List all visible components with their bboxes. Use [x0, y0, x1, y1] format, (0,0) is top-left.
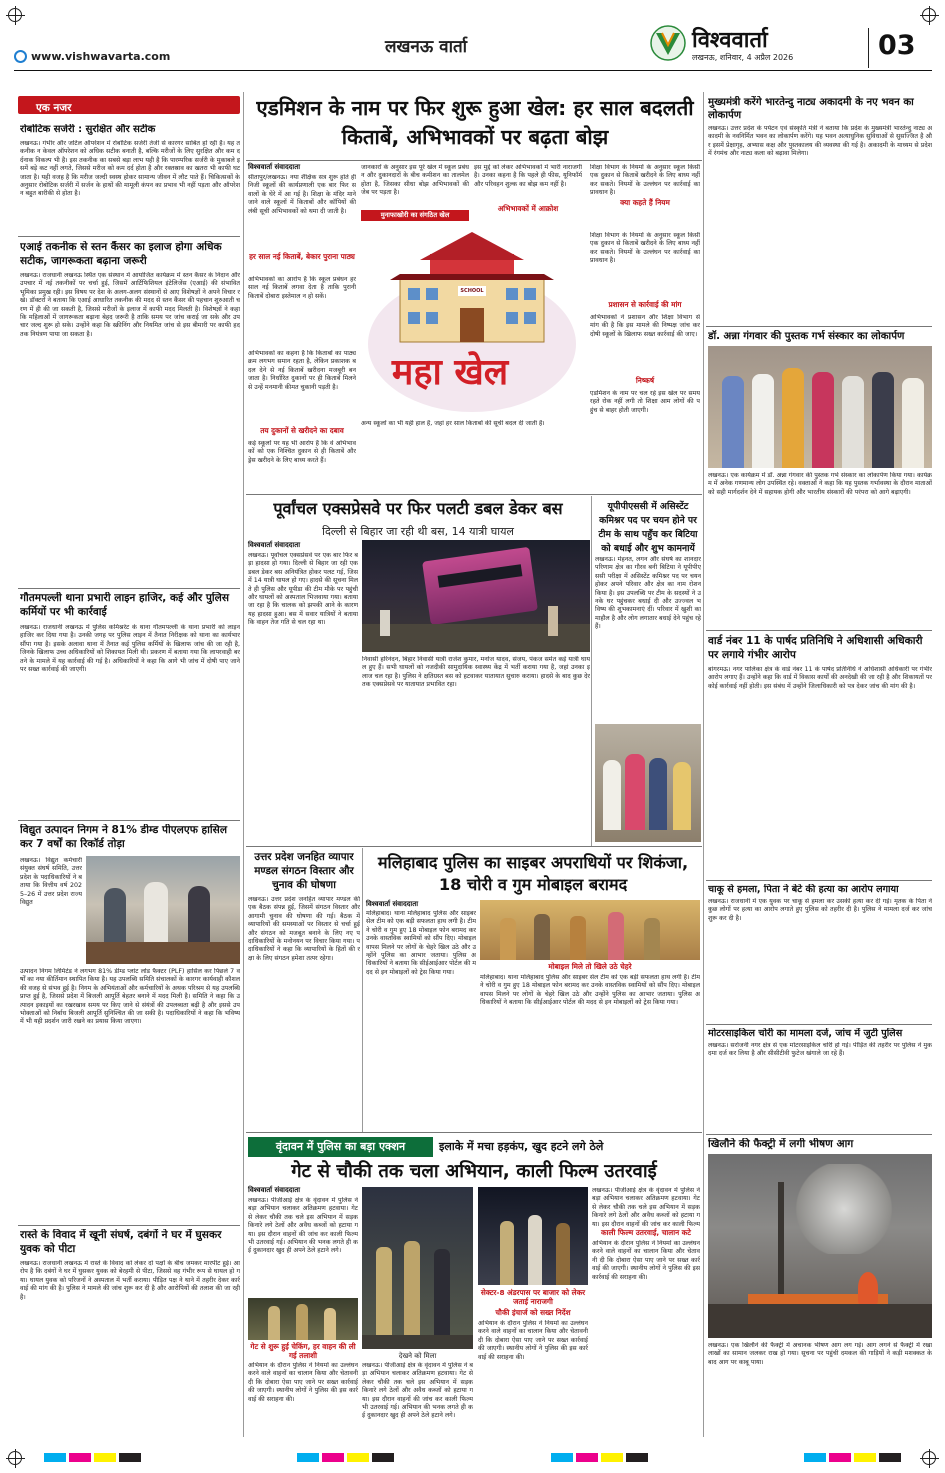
lead-text-f: इस मुद्दे को लेकर अभिभावकों में भारी नाराजगी है। उनका कहना है कि पहले ही फीस, यूनिफॉर्म और परिवहन शुल्क का बोझ कम नहीं है।	[474, 164, 582, 188]
police-line-headline: गौतमपल्ली थाना प्रभारी लाइन हाजिर, कई और पुलिस कर्मियों पर भी कार्रवाई	[20, 592, 230, 618]
bus-body: लखनऊ। पूर्वांचल एक्सप्रेसवे पर एक बार फिर बड़ा हादसा हो गया। दिल्ली से बिहार जा रही एक डबल डेकर बस अनियंत्रित होकर पलट गई, जिसमें 14 यात्री घायल हो गए। हादसे की सूचना मिलते ही पुलिस और यूपीडा की टीम मौके पर पहुंची और घायलों को अस्पताल भिजवाया गया। बताया जा रहा है कि चालक को झपकी आने के कारण यह हादसा हुआ। बस में सवार यात्रियों ने बताया कि वाहन तेज गति से चल रहा था।	[248, 552, 358, 627]
ward-headline: वार्ड नंबर 11 के पार्षद प्रतिनिधि ने अधिशासी अधिकारी पर लगाये गंभीर आरोप	[708, 635, 923, 661]
factory-fire-body: लखनऊ। एक खिलौने की फैक्ट्री में अचानक भीषण आग लग गई। आग लगने से फैक्ट्री में रखा लाखों का सामान जलकर राख हो गया। सूचना पर पहुंची दमकल की गाड़ियों ने कड़ी मशक्कत के बाद आग पर काबू पाया।	[708, 1342, 932, 1366]
lead-byline: विश्ववार्ता संवाददाता	[248, 163, 301, 171]
cyber-byline: विश्ववार्ता संवाददाता	[366, 900, 419, 908]
vrindavan-sub-film: काली फिल्म उतरवाई, चालान कटे	[601, 1228, 691, 1237]
lead-text-j: अन्य स्कूलों का भी यही हाल है, जहां हर साल किताबों की सूची बदल दी जाती है।	[361, 420, 545, 427]
cyber-body: मलिहाबाद। थाना मलिहाबाद पुलिस और साइबर सेल टीम को एक बड़ी सफलता हाथ लगी है। टीम ने चोरी व गुम हुए 18 मोबाइल फोन बरामद कर उनके वास्तविक स्वामियों को सौंप दिए। मोबाइल वापस मिलने पर लोगों के चेहरे खिल उठे और उन्होंने पुलिस का आभार जताया। पुलिस अधिकारियों ने बताया कि सीईआईआर पोर्टल की मदद से इन मोबाइलों को ट्रेस किया गया।	[366, 910, 476, 976]
knife-body: लखनऊ। राजधानी में एक युवक पर चाकू से हमला कर उसकी हत्या कर दी गई। मृतक के पिता ने कुछ लोगों पर हत्या का आरोप लगाते हुए पुलिस को तहरीर दी है। पुलिस ने मामला दर्ज कर जांच शुरू कर दी है।	[708, 898, 932, 922]
road-fight-headline: रास्ते के विवाद में खूनी संघर्ष, दबंगों ने घर में घुसकर युवक को पीटा	[20, 1229, 222, 1255]
upsc-body: लखनऊ। मेहनत, लगन और संघर्ष का शानदार परिणाम क्षेत्र का गौरव बनी बिटिया ने यूपीपीएससी परीक्षा में असिस्टेंट कमिश्नर पद पर चयन होकर अपने परिवार और क्षेत्र का नाम रोशन किया है। इस उपलब्धि पर टीम के सदस्यों ने उनके घर पहुंचकर बधाई दी और उज्ज्वल भविष्य की शुभकामनाएं दीं। परिवार में खुशी का माहौल है और लोग लगातार बधाई देने पहुंच रहे हैं।	[595, 556, 701, 631]
natya-headline: मुख्यमंत्री करेंगे भारतेन्दु नाट्य अकादमी के नए भवन का लोकार्पण	[708, 97, 914, 121]
factory-fire-headline: खिलौने की फैक्ट्री में लगी भीषण आग	[708, 1138, 854, 1150]
lead-text-g: शिक्षा विभाग के नियमों के अनुसार स्कूल किसी एक दुकान से किताबें खरीदने के लिए बाध्य नहीं कर सकते। नियमों के उल्लंघन पर कार्रवाई का प्रावधान है।	[590, 164, 700, 196]
ai-cancer-body: लखनऊ। राजधानी लखनऊ स्थित एक संस्थान में आयोजित कार्यक्रम में स्तन कैंसर के निदान और उपचार में नई तकनीकों पर चर्चा हुई, जिसमें आर्टिफिशियल इंटेलिजेंस (एआई) की संभावित भूमिका प्रमुख रही। इस विषय पर देश के अलग-अलग संस्थानों से आए विशेषज्ञों ने अपने विचार रखे। डॉक्टरों ने बताया कि एआई आधारित तकनीक की मदद से स्तन कैंसर की पहचान शुरुआती चरण में ही की जा सकती है, जिससे मरीजों के इलाज में काफी मदद मिलती है। विशेषज्ञों ने कहा कि महिलाओं में जागरूकता बढ़ाना बेहद जरूरी है ताकि समय पर जांच कराई जा सके और उपचार जल्द शुरू हो सके। उन्होंने कहा कि स्क्रीनिंग और नियमित जांच से इस बीमारी पर काफी हद तक नियंत्रण पाया जा सकता है।	[20, 272, 240, 338]
bike-theft-body: लखनऊ। सरोजनी नगर क्षेत्र से एक मोटरसाइकिल चोरी हो गई। पीड़ित की तहरीर पर पुलिस ने मुकदमा दर्ज कर लिया है और सीसीटीवी फुटेज खंगाले जा रहे हैं।	[708, 1042, 932, 1058]
book-launch-body: लखनऊ। एक कार्यक्रम में डॉ. अन्ना गंगवार की पुस्तक गर्भ संस्कार का लोकार्पण किया गया। कार्यक्रम में अनेक गणमान्य लोग उपस्थित रहे। वक्ताओं ने कहा कि यह पुस्तक गर्भावस्था के दौरान माताओं को सही मार्गदर्शन देने में सहायक होगी और भारतीय संस्कारों की परंपरा को आगे बढ़ाएगी।	[708, 472, 932, 496]
bus-body-2: निवासी हरिनंदन, बिहार निवासी यात्री राजेश कुमार, मनोज यादव, संजय, पंकज समेत कई यात्री घायल हुए हैं। सभी घायलों को नजदीकी सामुदायिक स्वास्थ्य केंद्र में भर्ती कराया गया है, जहां उनका इलाज चल रहा है। पुलिस ने क्षतिग्रस्त बस को हटवाकर यातायात सुचारु कराया। हादसे के बाद कुछ देर तक एक्सप्रेसवे पर यातायात प्रभावित रहा।	[362, 656, 590, 689]
lead-sub-nai-kitabein: हर साल नई किताबें, बेकार पुराना पाठ्य	[249, 252, 355, 261]
maha-khel-title: महा खेल	[391, 352, 509, 393]
vrindavan-photo-3	[478, 1187, 588, 1285]
lead-text-a: सीतापुर/लखनऊ। नया शैक्षिक सत्र शुरू होते ही निजी स्कूलों की कार्यप्रणाली एक बार फिर सवालों के घेरे में आ गई है। शिक्षा के मंदिर माने जाने वाले स्कूलों में किताबों और कॉपियों की लंबी सूची अभिभावकों को थमा दी जाती है।	[248, 174, 356, 215]
ek-nazar-tag: एक नजर	[18, 96, 240, 114]
lead-text-g2: शिक्षा विभाग के नियमों के अनुसार स्कूल किसी एक दुकान से किताबें खरीदने के लिए बाध्य नहीं कर सकते। नियमों के उल्लंघन पर कार्रवाई का प्रावधान है।	[590, 232, 700, 265]
vrindavan-body-2: अभियान के दौरान पुलिस ने नियमों का उल्लंघन करने वाले वाहनों का चालान किया और चेतावनी दी कि दोबारा ऐसा पाए जाने पर सख्त कार्रवाई की जाएगी। स्थानीय लोगों ने पुलिस की इस कार्रवाई की सराहना की।	[248, 1362, 358, 1403]
cyber-caption: मोबाइल मिले तो खिले उठे चेहरे	[548, 962, 632, 971]
brand-logo	[648, 24, 688, 62]
vrindavan-sub-chowki: चौकी इंचार्ज को सख्त निर्देश	[495, 1308, 571, 1317]
lead-text-i: एडमिशन के नाम पर चल रहे इस खेल पर समय रहते रोक नहीं लगी तो शिक्षा आम लोगों की पहुंच से बाहर होती जाएगी।	[590, 390, 700, 414]
bus-photo	[362, 540, 590, 652]
bus-deck: दिल्ली से बिहार जा रही थी बस, 14 यात्री घायल	[322, 525, 514, 538]
upsc-photo	[595, 724, 701, 842]
lead-text-b: अभिभावकों का आरोप है कि स्कूल प्रबंधन हर साल नई किताबें लगवा देता है ताकि पुरानी किताबें दोबारा इस्तेमाल न हो सकें।	[248, 276, 356, 300]
vyapar-headline: उत्तर प्रदेश जनहित व्यापार मण्डल संगठन विस्तार और चुनाव की घोषणा	[254, 851, 354, 891]
vrindavan-headline: गेट से चौकी तक चला अभियान, काली फिल्म उतरवाई	[291, 1161, 657, 1182]
natya-body: लखनऊ। उत्तर प्रदेश के पर्यटन एवं संस्कृति मंत्री ने बताया कि प्रदेश के मुख्यमंत्री भारतेन्दु नाट्य अकादमी के नवनिर्मित भवन का लोकार्पण करेंगे। यह भवन अत्याधुनिक सुविधाओं से सुसज्जित है और इसमें प्रेक्षागृह, अभ्यास कक्ष और पुस्तकालय की व्यवस्था की गई है। अकादमी के माध्यम से प्रदेश में रंगमंच और नाट्य कला को बढ़ावा मिलेगा।	[708, 125, 932, 158]
vrindavan-banner	[248, 1137, 700, 1157]
dateline: लखनऊ, शनिवार, 4 अप्रैल 2026	[692, 53, 794, 62]
lead-sub-aakrosh: अभिभावकों में आक्रोश	[497, 204, 559, 213]
brand-name: विश्ववार्ता	[692, 28, 768, 53]
registration-mark	[8, 1451, 22, 1465]
vrindavan-banner-right: इलाके में मचा हड़कंप, खुद हटने लगे ठेले	[433, 1137, 700, 1157]
vrindavan-body-4: अभियान के दौरान पुलिस ने नियमों का उल्लंघन करने वाले वाहनों का चालान किया और चेतावनी दी कि दोबारा ऐसा पाए जाने पर सख्त कार्रवाई की जाएगी। स्थानीय लोगों ने पुलिस की इस कार्रवाई की सराहना की।	[478, 1320, 588, 1361]
robotic-headline: रोबोटिक सर्जरी : सुरक्षित और सटीक	[20, 124, 156, 135]
vrindavan-body-6: अभियान के दौरान पुलिस ने नियमों का उल्लंघन करने वाले वाहनों का चालान किया और चेतावनी दी कि दोबारा ऐसा पाए जाने पर सख्त कार्रवाई की जाएगी। स्थानीय लोगों ने पुलिस की इस कार्रवाई की सराहना की।	[592, 1240, 700, 1281]
lead-sub-munafa: मुनाफाखोरी का संगठित खेल	[361, 210, 469, 221]
lead-sub-niyam: क्या कहते हैं नियम	[620, 198, 670, 207]
vrindavan-body-5: लखनऊ। पीजीआई क्षेत्र के वृंदावन में पुलिस ने बड़ा अभियान चलाकर अतिक्रमण हटवाया। गेट से लेकर चौकी तक चले इस अभियान में सड़क किनारे लगे ठेलों और अवैध कब्जों को हटाया गया। इस दौरान वाहनों की जांच कर काली फिल्म	[592, 1187, 700, 1227]
vrindavan-banner-left: वृंदावन में पुलिस का बड़ा एक्शन	[248, 1137, 433, 1157]
cyber-headline: मलिहाबाद पुलिस का साइबर अपराधियों पर शिकंजा, 18 चोरी व गुम मोबाइल बरामद	[377, 853, 689, 894]
vrindavan-photo-2	[362, 1187, 473, 1349]
road-fight-body: लखनऊ। राजधानी लखनऊ में रास्ते के विवाद को लेकर दो पक्षों के बीच जमकर मारपीट हुई। आरोप है कि दबंगों ने घर में घुसकर युवक को बेरहमी से पीटा, जिससे वह गंभीर रूप से घायल हो गया। घायल युवक को परिजनों ने अस्पताल में भर्ती कराया। पीड़ित पक्ष ने थाने में तहरीर देकर कार्रवाई की मांग की है। पुलिस ने मामले की जांच शुरू कर दी है और आरोपियों की तलाश की जा रही है।	[20, 1260, 240, 1301]
lead-text-c: अभिभावकों का कहना है कि किताबों का पाठ्यक्रम लगभग समान रहता है, लेकिन प्रकाशक बदल देने से नई किताबें खरीदना मजबूरी बन जाता है। निर्धारित दुकानों पर ही किताबें मिलने से उन्हें मनमानी कीमत चुकानी पड़ती है।	[248, 350, 356, 391]
maha-khel-graphic: SCHOOL महा खेल	[360, 226, 585, 416]
robotic-body: लखनऊ। गंभीर और जटिल ऑपरेशन में रोबोटिक सर्जरी तेजी से कारगर साबित हो रही है। यह तकनीक न केवल ऑपरेशन को अधिक सटीक बनाती है, बल्कि मरीजों के लिए सुरक्षित और कम दर्दनाक विकल्प भी है। इस तकनीक का सबसे बड़ा लाभ यही है कि पारम्परिक सर्जरी के मुकाबले इसमें बड़े कट नहीं लगते, जिससे मरीज को कम दर्द होता है और रक्तस्राव का खतरा भी काफी घट जाता है। यही वजह है कि मरीज जल्दी स्वस्थ होकर सामान्य जीवन में लौट पाते हैं। चिकित्सकों के अनुसार रोबोटिक सर्जरी में सर्जन के हाथों की मामूली कंपन का प्रभाव भी नहीं पड़ता और ऑपरेशन बहुत बारीकी से होता है।	[20, 140, 240, 198]
lead-text-d: कई स्कूलों पर यह भी आरोप है कि वे अभिभावकों को एक निश्चित दुकान से ही किताबें और ड्रेस खरीदने के लिए बाध्य करते हैं।	[248, 440, 356, 464]
vrindavan-caption-1: गेट से शुरू हुई चेकिंग, हर वाहन की ली गई तलाशी	[250, 1342, 356, 1360]
power-plf-intro: लखनऊ। विद्युत कर्मचारी संयुक्त संघर्ष समिति, उत्तर प्रदेश के पदाधिकारियों ने बताया कि वित्तीय वर्ष 2025–26 में उत्तर प्रदेश राज्य विद्युत	[20, 857, 82, 907]
registration-mark	[922, 1451, 936, 1465]
vrindavan-caption-3: देखने को मिला	[398, 1352, 437, 1360]
lead-sub-nishkarsh: निष्कर्ष	[635, 376, 655, 385]
bus-headline: पूर्वांचल एक्सप्रेसवे पर फिर पलटी डबल डेकर बस	[273, 499, 563, 518]
registration-mark	[922, 8, 936, 22]
vrindavan-body-3: लखनऊ। पीजीआई क्षेत्र के वृंदावन में पुलिस ने बड़ा अभियान चलाकर अतिक्रमण हटवाया। गेट से लेकर चौकी तक चले इस अभियान में सड़क किनारे लगे ठेलों और अवैध कब्जों को हटाया गया। इस दौरान वाहनों की जांच कर काली फिल्म भी उतरवाई गई। अभियान की भनक लगते ही कई दुकानदार खुद ही अपने ठेले हटाने लगे।	[362, 1362, 473, 1420]
bike-theft-headline: मोटरसाइकिल चोरी का मामला दर्ज, जांच में जुटी पुलिस	[708, 1028, 903, 1039]
lead-text-h: अभिभावकों ने प्रशासन और शिक्षा विभाग से मांग की है कि इस मामले की निष्पक्ष जांच कर दोषी स्कूलों के खिलाफ सख्त कार्रवाई की जाए।	[590, 314, 700, 338]
vrindavan-byline: विश्ववार्ता संवाददाता	[248, 1186, 301, 1194]
vrindavan-body: लखनऊ। पीजीआई क्षेत्र के वृंदावन में पुलिस ने बड़ा अभियान चलाकर अतिक्रमण हटवाया। गेट से लेकर चौकी तक चले इस अभियान में सड़क किनारे लगे ठेलों और अवैध कब्जों को हटाया गया। इस दौरान वाहनों की जांच कर काली फिल्म भी उतरवाई गई। अभियान की भनक लगते ही कई दुकानदार खुद ही अपने ठेले हटाने लगे।	[248, 1197, 358, 1255]
book-launch-photo	[708, 346, 932, 468]
vyapar-body: लखनऊ। उत्तर प्रदेश जनहित व्यापार मण्डल की एक बैठक संपन्न हुई, जिसमें संगठन विस्तार और आगामी चुनाव की घोषणा की गई। बैठक में व्यापारियों की समस्याओं पर विस्तार से चर्चा हुई और संगठन को मजबूत बनाने के लिए नए पदाधिकारियों के मनोनयन पर विचार किया गया। पदाधिकारियों ने कहा कि व्यापारियों के हितों की रक्षा के लिए संगठन हमेशा तत्पर रहेगा।	[248, 896, 360, 962]
ward-body: बांगरमऊ। नगर पालिका क्षेत्र के वार्ड नंबर 11 के पार्षद प्रतिनिधि ने अधिशासी अधिकारी पर गंभीर आरोप लगाए हैं। उन्होंने कहा कि वार्ड में विकास कार्यों की अनदेखी की जा रही है और शिकायतों पर कोई कार्रवाई नहीं होती। इस संबंध में उन्होंने जिलाधिकारी को पत्र देकर जांच की मांग की है।	[708, 666, 932, 690]
meeting-photo	[86, 856, 240, 964]
vrindavan-photo-1	[248, 1298, 358, 1340]
ai-cancer-headline: एआई तकनीक से स्तन कैंसर का इलाज होगा अधिक सटीक, जागरूकता बढ़ाना जरूरी	[20, 241, 222, 267]
lead-sub-prashasan: प्रशासन से कार्रवाई की मांग	[608, 300, 682, 309]
colour-control-strip	[44, 1447, 904, 1457]
police-line-body: लखनऊ। राजधानी लखनऊ में पुलिस कमिश्नरेट के थाना गौतमपल्ली के थाना प्रभारी को लाइन हाजिर कर दिया गया है। उनकी जगह पर पुलिस लाइन में तैनात निरीक्षक को थाना का कार्यभार सौंपा गया है। इसके अलावा थाना में तैनात कई पुलिस कर्मियों के खिलाफ जांच की जा रही है, जिनके खिलाफ उच्च अधिकारियों को शिकायत मिली थी। प्रकरण में बताया गया कि लापरवाही बरतने के मामले में यह कार्रवाई की गई है। अधिकारियों ने कहा कि आगे भी जांच में दोषी पाए जाने पर सख्त कार्रवाई की जाएगी।	[20, 624, 240, 674]
section-title: लखनऊ वार्ता	[385, 37, 468, 57]
cyber-photo	[480, 900, 700, 960]
lead-text-e: जानकारों के अनुसार इस पूरे खेल में स्कूल प्रबंधन और दुकानदारों के बीच कमीशन का तालमेल होता है, जिसका सीधा बोझ अभिभावकों की जेब पर पड़ता है।	[361, 164, 469, 197]
bus-byline: विश्ववार्ता संवाददाता	[248, 541, 301, 549]
power-plf-headline: विद्युत उत्पादन निगम ने 81% डीम्ड पीएलएफ हासिल कर 7 वर्षों का रिकॉर्ड तोड़ा	[20, 824, 228, 850]
website-url[interactable]: www.vishwavarta.com	[14, 50, 170, 63]
cyber-body-2: मलिहाबाद। थाना मलिहाबाद पुलिस और साइबर सेल टीम को एक बड़ी सफलता हाथ लगी है। टीम ने चोरी व गुम हुए 18 मोबाइल फोन बरामद कर उनके वास्तविक स्वामियों को सौंप दिए। मोबाइल वापस मिलने पर लोगों के चेहरे खिल उठे और उन्होंने पुलिस का आभार जताया। पुलिस अधिकारियों ने बताया कि सीईआईआर पोर्टल की मदद से इन मोबाइलों को ट्रेस किया गया।	[480, 974, 700, 1007]
book-launch-headline: डॉ. अन्ना गंगवार की पुस्तक गर्भ संस्कार का लोकार्पण	[708, 331, 905, 342]
factory-fire-photo	[708, 1154, 932, 1338]
page-number: 03	[878, 30, 916, 61]
ie-icon	[14, 50, 27, 63]
registration-mark	[8, 8, 22, 22]
upsc-headline: यूपीपीएससी में असिस्टेंट कमिश्नर पद पर चयन होने पर टीम के साथ पहुँच कर बिटिया को बधाई और शुभ कामनायें	[598, 501, 698, 554]
lead-sub-dukan: तय दुकानों से खरीदने का दबाव	[260, 426, 344, 435]
lead-headline: एडमिशन के नाम पर फिर शुरू हुआ खेल: हर साल बदलती किताबें, अभिभावकों पर बढ़ता बोझ	[256, 96, 694, 149]
power-plf-body: उत्पादन निगम लिमिटेड ने लगभग 81% डीम्ड प्लांट लोड फैक्टर (PLF) हासिल कर पिछले 7 वर्षों का नया कीर्तिमान स्थापित किया है। यह उपलब्धि समिति संचालकों के कारगर कार्यवाही कौशल की वजह से संभव हुई है। निगम के अभियंताओं और कर्मचारियों के अथक परिश्रम से यह उपलब्धि प्राप्त हुई है, जिससे प्रदेश में बिजली आपूर्ति बेहतर बनाने में मदद मिली है। समिति ने कहा कि उत्पादन इकाइयों का रखरखाव समय पर किए जाने से संयंत्रों की उपलब्धता बढ़ी है और इससे उपभोक्ताओं को निर्बाध बिजली आपूर्ति सुनिश्चित की जा सकी है। पदाधिकारियों ने कहा कि भविष्य में भी यही प्रदर्शन जारी रखने का प्रयास किया जाएगा।	[20, 968, 240, 1026]
vrindavan-caption-2: सेक्टर-8 अंडरपास पर बाजार को लेकर जताई नाराजगी	[480, 1288, 586, 1306]
knife-headline: चाकू से हमला, पिता ने बेटे की हत्या का आरोप लगाया	[708, 884, 899, 895]
